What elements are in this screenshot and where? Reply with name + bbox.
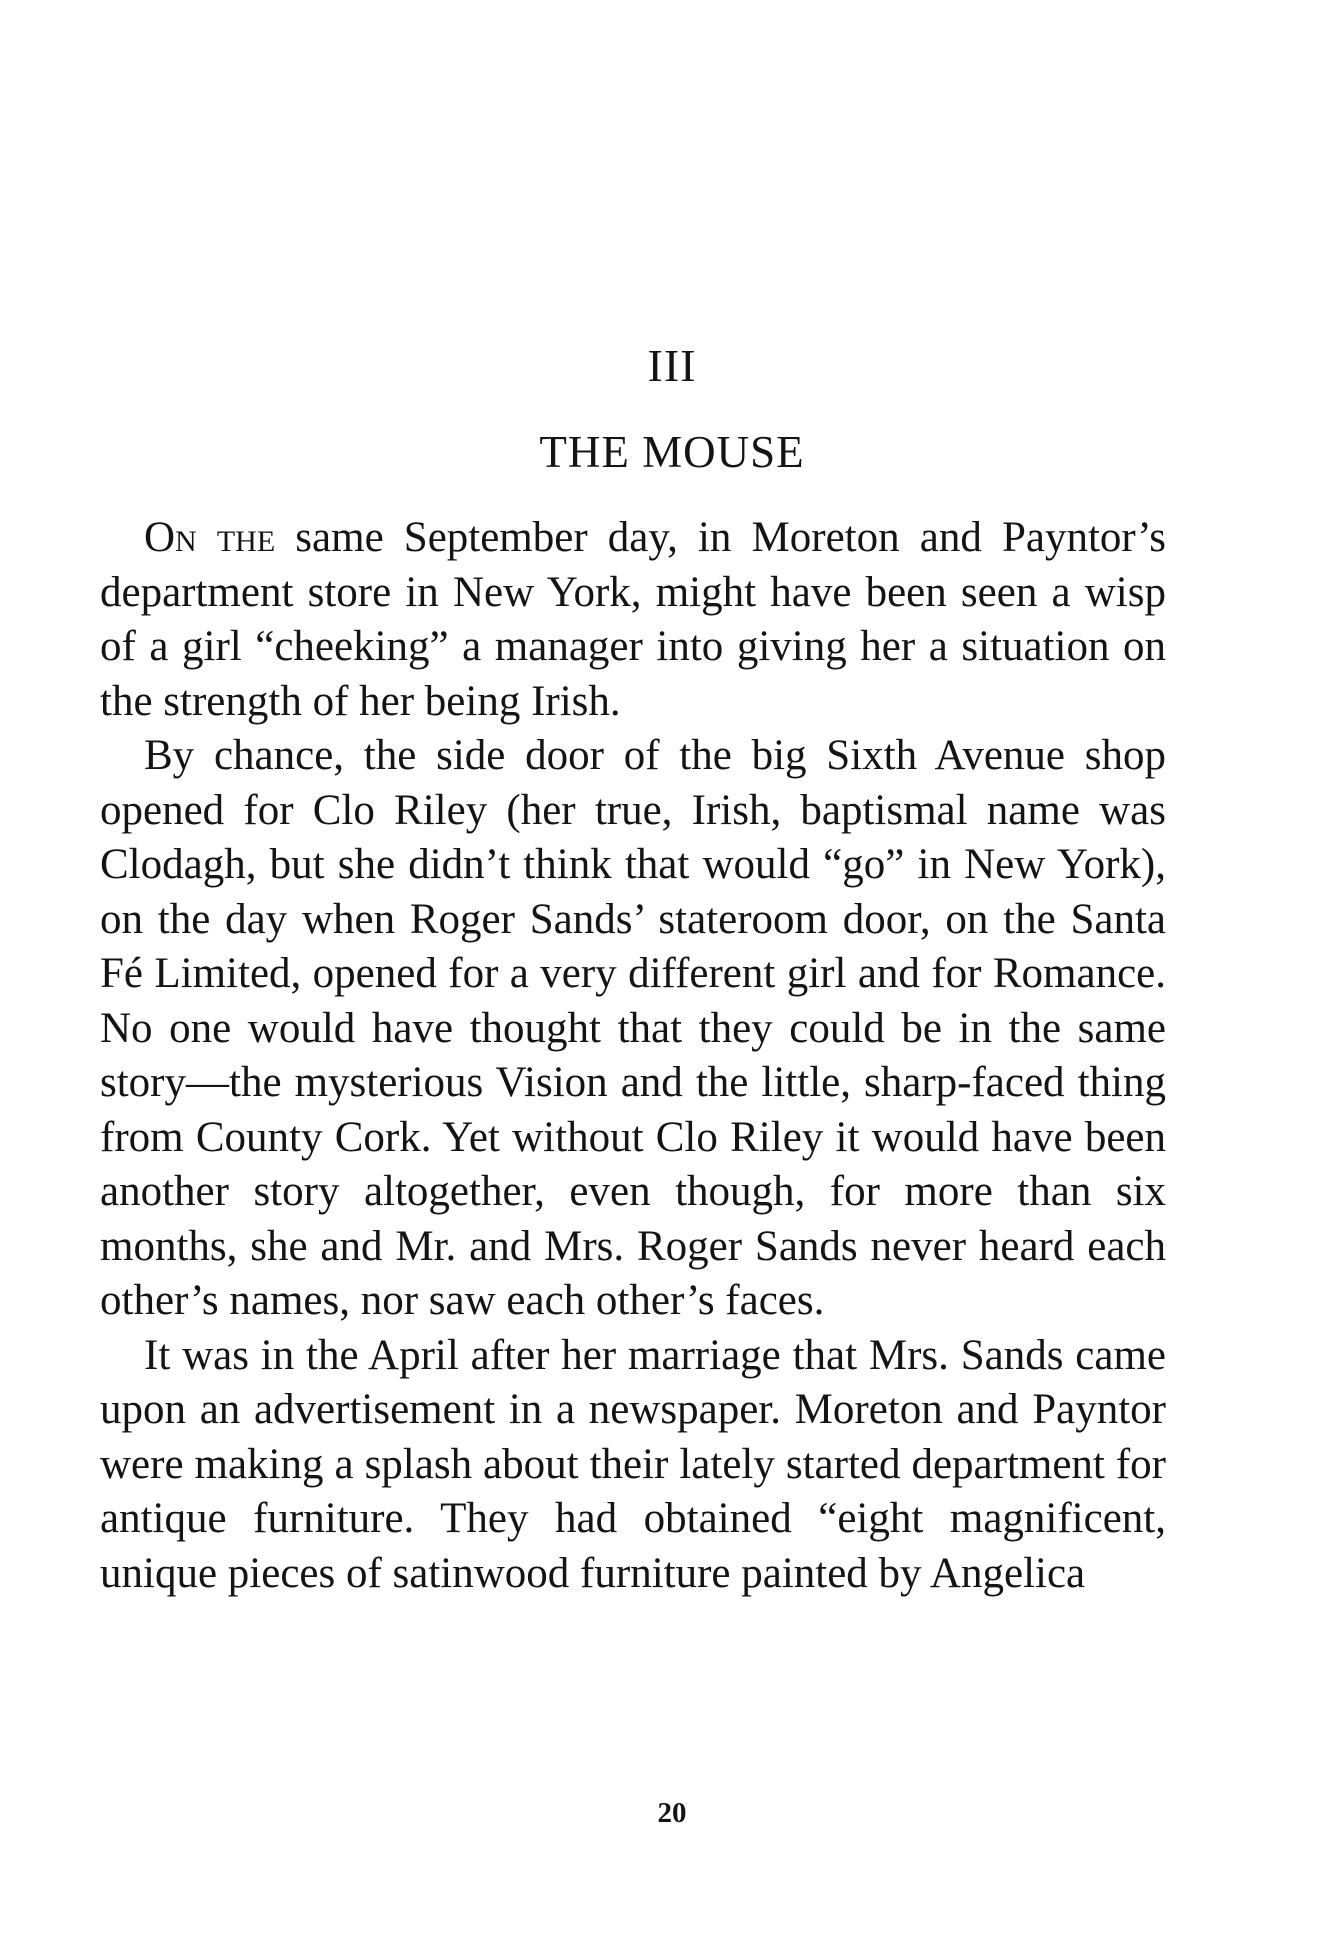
chapter-number: III: [647, 340, 697, 391]
paragraph-lead-in: On the: [144, 514, 276, 561]
body-text: [100, 511, 1166, 1601]
paragraph-2: [100, 729, 1166, 1329]
paragraph-1: [100, 511, 1166, 729]
paragraph-1-text: same September day, in Moreton and Payntor’s department store in New York, might have been seen a wisp of a girl “cheeking” a manager into giving her a situation on the strength of her being Irish.: [100, 514, 1166, 725]
chapter-title: THE MOUSE: [539, 427, 805, 477]
paragraph-3-text: It was in the April after her marriage that Mrs. Sands came upon an advertisement in a newspaper. Moreton and Payntor were making a splash about their lately started department for antique furniture. They had obtained “eight magnificent, unique pieces of satinwood furniture painted by Angelica: [100, 1331, 1166, 1597]
paragraph-3: [100, 1329, 1166, 1602]
page-number: 20: [657, 1797, 687, 1829]
paragraph-2-text: By chance, the side door of the big Sixth Avenue shop opened for Clo Riley (her true, Irish, baptismal name was Clodagh, but she didn’t think that would “go” in New York), on the day when Roger Sands’ stateroom door, on the Santa Fé Limited, opened for a very different girl and for Romance. No one would have thought that they could be in the same story—the mysterious Vision and the little, sharp-faced thing from County Cork. Yet without Clo Riley it would have been another story altogether, even though, for more than six months, she and Mr. and Mrs. Roger Sands never heard each other’s names, nor saw each other’s faces.: [100, 732, 1166, 1324]
